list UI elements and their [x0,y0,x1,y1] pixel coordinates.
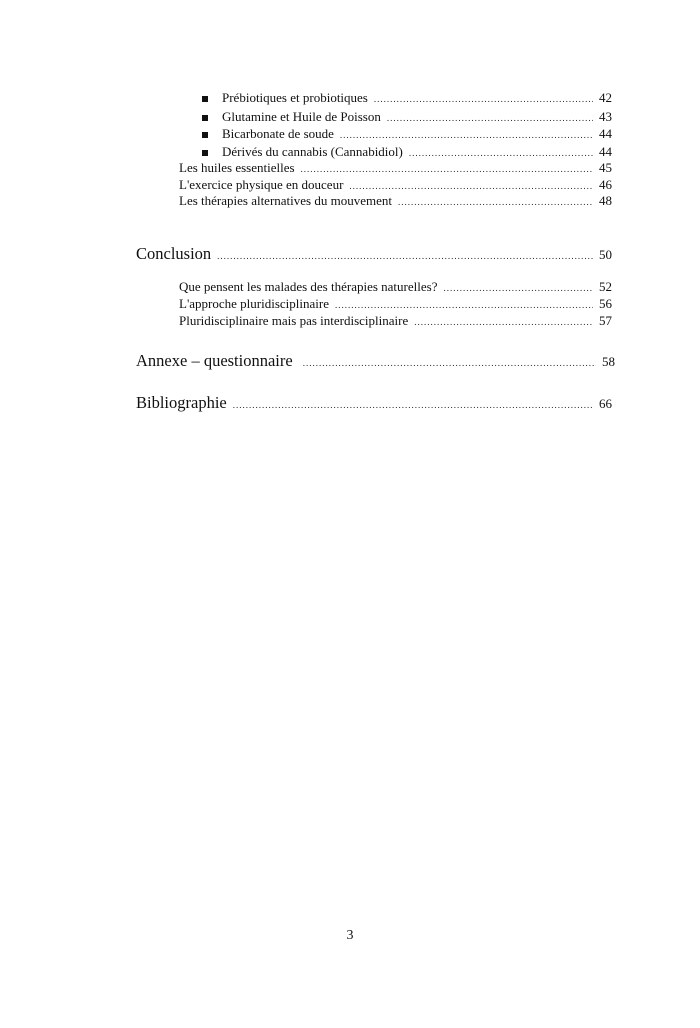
bullet-icon [202,132,208,138]
toc-entry-page: 56 [599,296,612,311]
toc-entry-page: 66 [599,396,612,411]
toc-entry-page: 44 [599,126,612,141]
toc-entry-title: Les huiles essentielles [179,160,295,175]
toc-entry-huiles[interactable] [179,160,612,176]
toc-entry-title: L'exercice physique en douceur [179,177,344,192]
toc-section-title: Conclusion [136,244,212,263]
toc-entry-page: 57 [599,313,612,328]
dot-leader [374,94,593,104]
dot-leader [303,358,596,368]
toc-section-title: Annexe – questionnaire [136,351,293,370]
toc-entry-glutamine[interactable] [222,109,612,125]
toc-entry-pluridisciplinaire[interactable] [179,313,612,329]
toc-entry-title: Les thérapies alternatives du mouvement [179,193,392,208]
dot-leader [301,164,593,174]
toc-entry-title: Glutamine et Huile de Poisson [222,109,381,124]
dot-leader [387,113,593,123]
toc-entry-annexe[interactable] [136,351,615,371]
toc-entry-page: 44 [599,144,612,159]
bullet-icon [202,150,208,156]
toc-entry-prebiotiques[interactable] [222,90,612,106]
dot-leader [414,317,593,327]
toc-entry-approche[interactable] [179,296,612,312]
toc-entry-title: Pluridisciplinaire mais pas interdisciplinaire [179,313,409,328]
toc-entry-page: 52 [599,279,612,294]
toc-entry-page: 42 [599,90,612,105]
dot-leader [233,400,593,410]
toc-entry-title: Que pensent les malades des thérapies naturelles? [179,279,438,294]
toc-entry-page: 45 [599,160,612,175]
dot-leader [335,300,593,310]
toc-entry-bicarbonate[interactable] [222,126,612,142]
dot-leader [349,181,593,191]
bullet-icon [202,115,208,121]
toc-entry-que-pensent[interactable] [179,279,612,295]
dot-leader [409,148,593,158]
toc-entry-page: 58 [602,354,615,369]
toc-entry-therapies-mouvement[interactable] [179,193,612,209]
toc-entry-title: Bicarbonate de soude [222,126,334,141]
toc-entry-bibliographie[interactable] [136,393,612,413]
dot-leader [398,197,593,207]
toc-entry-page: 48 [599,193,612,208]
toc-entry-title: Dérivés du cannabis (Cannabidiol) [222,144,403,159]
bullet-icon [202,96,208,102]
toc-entry-page: 46 [599,177,612,192]
toc-entry-exercice[interactable] [179,177,612,193]
dot-leader [340,130,593,140]
toc-entry-page: 50 [599,247,612,262]
toc-entry-conclusion[interactable] [136,244,612,264]
toc-entry-page: 43 [599,109,612,124]
toc-entry-title: L'approche pluridisciplinaire [179,296,329,311]
toc-entry-cannabis[interactable] [222,144,612,160]
dot-leader [217,251,593,261]
dot-leader [443,283,593,293]
toc-entry-title: Prébiotiques et probiotiques [222,90,368,105]
page-number: 3 [346,928,354,943]
toc-section-title: Bibliographie [136,393,227,412]
